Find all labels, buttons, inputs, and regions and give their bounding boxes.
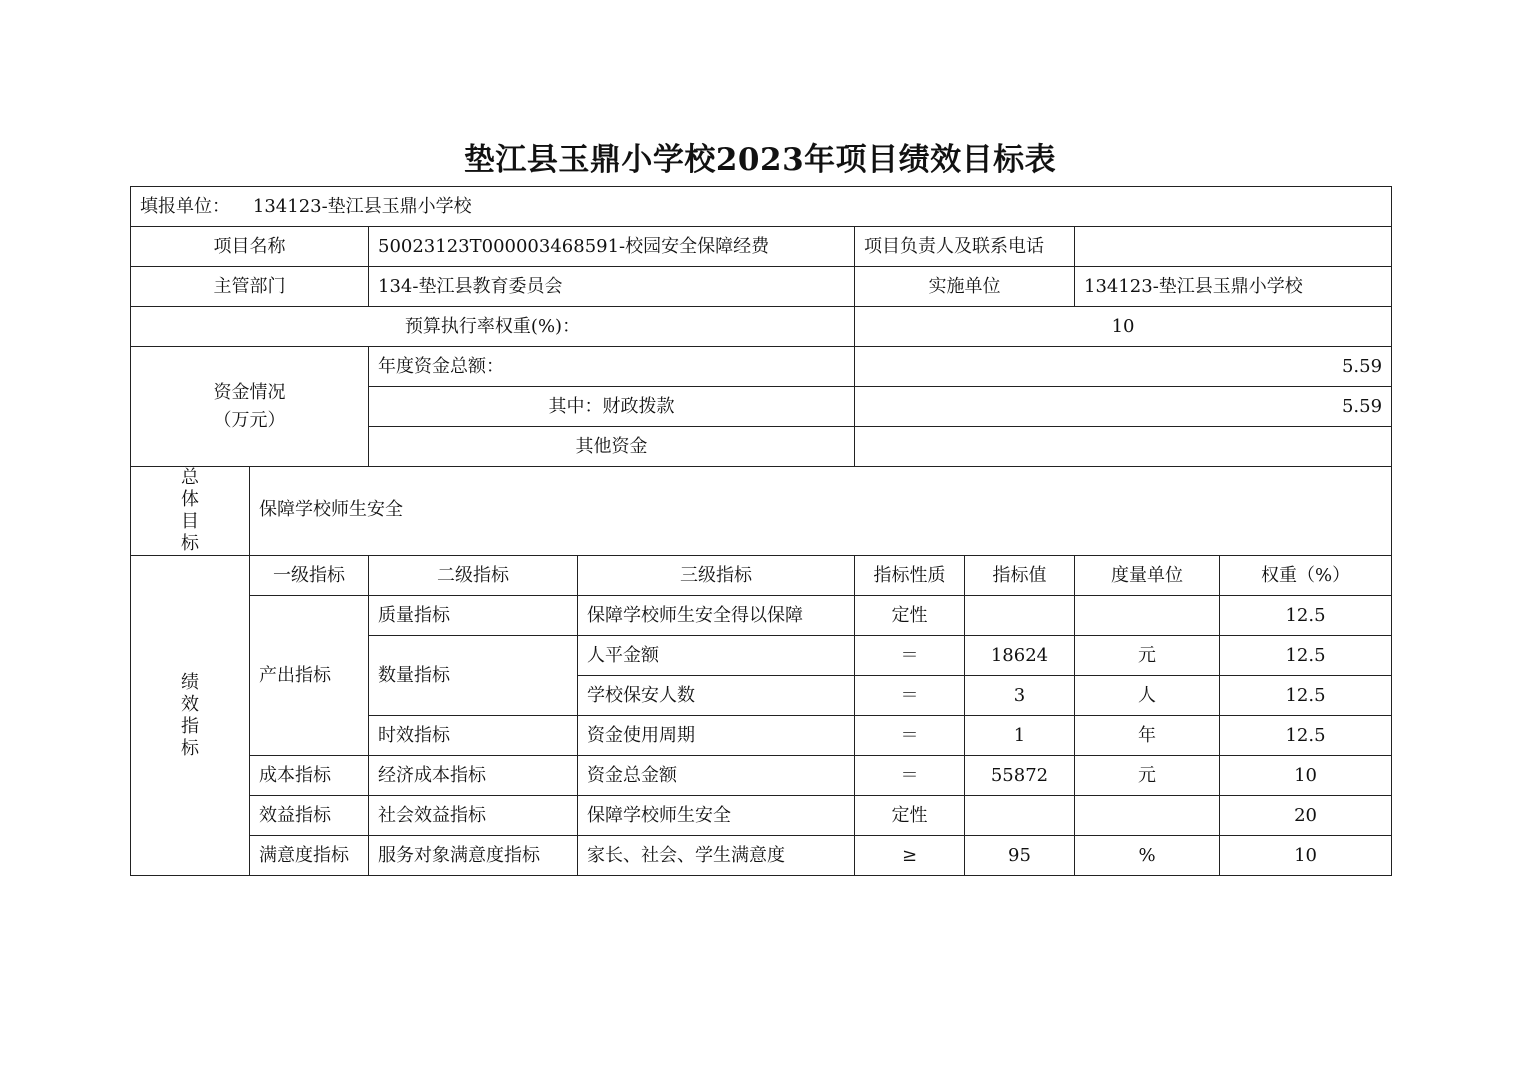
funds-other-label: 其他资金 — [369, 427, 855, 467]
weight-cell: 12.5 — [1220, 676, 1392, 716]
budget-rate-row — [131, 307, 1392, 347]
table-row — [131, 836, 1392, 876]
value-cell: 55872 — [965, 756, 1075, 796]
goal-label-char: 总 — [181, 467, 199, 488]
level1-output: 产出指标 — [250, 596, 369, 756]
value-cell: 3 — [965, 676, 1075, 716]
unit-cell — [1075, 796, 1220, 836]
funds-total-value: 5.59 — [855, 347, 1392, 387]
header-weight: 权重（%） — [1220, 556, 1392, 596]
weight-cell: 10 — [1220, 756, 1392, 796]
perf-label-char: 绩 — [181, 671, 199, 693]
level1-satisfaction: 满意度指标 — [250, 836, 369, 876]
fill-unit-cell — [131, 187, 1392, 227]
fill-unit-value: 134123-垫江县玉鼎小学校 — [252, 195, 472, 217]
perf-label-char: 效 — [181, 693, 199, 715]
performance-table — [130, 186, 1392, 876]
funds-total-row — [131, 347, 1392, 387]
fill-unit-row — [131, 187, 1392, 227]
level1-benefit: 效益指标 — [250, 796, 369, 836]
funds-fiscal-value: 5.59 — [855, 387, 1392, 427]
project-name-value: 50023123T000003468591-校园安全保障经费 — [369, 227, 855, 267]
page-title: 垫江县玉鼎小学校2023年项目绩效目标表 — [463, 142, 1057, 178]
budget-rate-value: 10 — [855, 307, 1392, 347]
weight-cell: 10 — [1220, 836, 1392, 876]
table-row — [131, 596, 1392, 636]
unit-cell: 年 — [1075, 716, 1220, 756]
header-value: 指标值 — [965, 556, 1075, 596]
level3-cell: 人平金额 — [578, 636, 855, 676]
level1-cost: 成本指标 — [250, 756, 369, 796]
project-name-row — [131, 227, 1392, 267]
project-name-label: 项目名称 — [131, 227, 369, 267]
contact-label: 项目负责人及联系电话 — [855, 227, 1075, 267]
contact-value — [1075, 227, 1392, 267]
perf-label-char: 指 — [181, 715, 199, 737]
funds-total-label: 年度资金总额： — [369, 347, 855, 387]
funds-label-line1: 资金情况 — [213, 381, 286, 403]
header-unit: 度量单位 — [1075, 556, 1220, 596]
unit-cell: 元 — [1075, 756, 1220, 796]
dept-value: 134-垫江县教育委员会 — [369, 267, 855, 307]
goal-text: 保障学校师生安全 — [250, 467, 1392, 556]
level3-cell: 家长、社会、学生满意度 — [578, 836, 855, 876]
value-cell: 1 — [965, 716, 1075, 756]
perf-label — [131, 556, 250, 876]
impl-label: 实施单位 — [855, 267, 1075, 307]
unit-cell: % — [1075, 836, 1220, 876]
unit-cell: 元 — [1075, 636, 1220, 676]
nature-cell: ＝ — [855, 756, 965, 796]
level2-timeliness: 时效指标 — [369, 716, 578, 756]
dept-label: 主管部门 — [131, 267, 369, 307]
goal-label-char: 目 — [181, 511, 199, 532]
nature-cell: 定性 — [855, 796, 965, 836]
value-cell — [965, 796, 1075, 836]
level2-quality: 质量指标 — [369, 596, 578, 636]
funds-fiscal-label: 其中：财政拨款 — [369, 387, 855, 427]
header-nature: 指标性质 — [855, 556, 965, 596]
dept-row — [131, 267, 1392, 307]
value-cell: 18624 — [965, 636, 1075, 676]
header-level1: 一级指标 — [250, 556, 369, 596]
goal-label-char: 体 — [181, 489, 199, 510]
level2-economic-cost: 经济成本指标 — [369, 756, 578, 796]
perf-label-char: 标 — [181, 737, 199, 759]
budget-rate-label: 预算执行率权重(%)： — [131, 307, 855, 347]
header-level3: 三级指标 — [578, 556, 855, 596]
level3-cell: 资金总金额 — [578, 756, 855, 796]
perf-header-row — [131, 556, 1392, 596]
weight-cell: 12.5 — [1220, 716, 1392, 756]
level3-cell: 学校保安人数 — [578, 676, 855, 716]
nature-cell: 定性 — [855, 596, 965, 636]
nature-cell: ≥ — [855, 836, 965, 876]
funds-other-value — [855, 427, 1392, 467]
goal-row — [131, 467, 1392, 556]
value-cell — [965, 596, 1075, 636]
unit-cell — [1075, 596, 1220, 636]
table-row — [131, 756, 1392, 796]
weight-cell: 12.5 — [1220, 636, 1392, 676]
goal-label-char: 标 — [181, 533, 199, 554]
level2-social-benefit: 社会效益指标 — [369, 796, 578, 836]
weight-cell: 12.5 — [1220, 596, 1392, 636]
fill-unit-label: 填报单位： — [140, 195, 230, 217]
impl-value: 134123-垫江县玉鼎小学校 — [1075, 267, 1392, 307]
level3-cell: 保障学校师生安全得以保障 — [578, 596, 855, 636]
nature-cell: ＝ — [855, 676, 965, 716]
unit-cell: 人 — [1075, 676, 1220, 716]
funds-label-line2: （万元） — [213, 409, 286, 431]
nature-cell: ＝ — [855, 716, 965, 756]
funds-label — [131, 347, 369, 467]
level3-cell: 保障学校师生安全 — [578, 796, 855, 836]
nature-cell: ＝ — [855, 636, 965, 676]
level2-service-satisfaction: 服务对象满意度指标 — [369, 836, 578, 876]
level3-cell: 资金使用周期 — [578, 716, 855, 756]
level2-quantity: 数量指标 — [369, 636, 578, 716]
value-cell: 95 — [965, 836, 1075, 876]
table-row — [131, 796, 1392, 836]
goal-label — [131, 467, 250, 556]
header-level2: 二级指标 — [369, 556, 578, 596]
weight-cell: 20 — [1220, 796, 1392, 836]
